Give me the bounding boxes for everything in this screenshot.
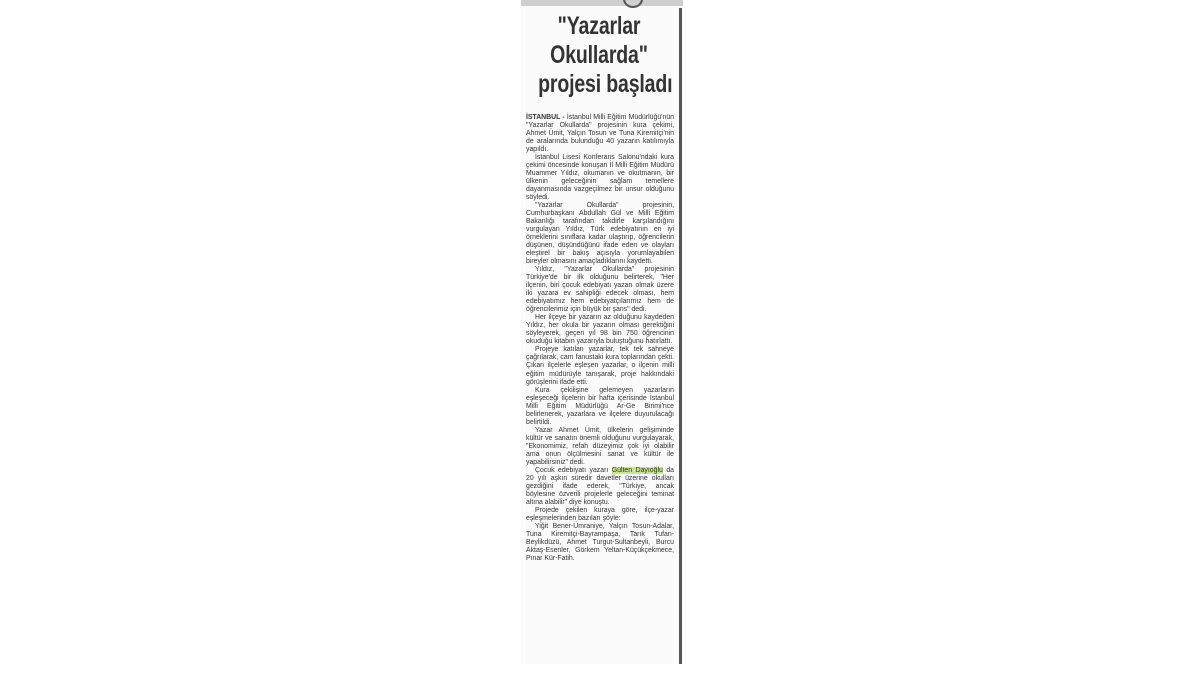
article-paragraph: [526, 467, 674, 507]
headline-line-3: projesi başladı: [538, 70, 673, 98]
newspaper-clipping: [521, 0, 683, 664]
dateline: İSTANBUL -: [526, 114, 565, 121]
article-paragraph: Projede çekilen kuraya göre, ilçe-yazar eşleşmelerinden bazıları şöyle:: [526, 506, 674, 522]
article-paragraph: Her ilçeye bir yazarın az olduğunu kaydeden Yıldız, her okula bir yazarın olması gerektiğini söyleyerek, geçen yıl 98 bin 750 öğrencinin okuduğu kitabın yazarıyla buluştuğunu hatırlattı.: [526, 314, 674, 346]
article-paragraph: Yıldız, "Yazarlar Okullarda" projesinin Türkiye'de bir ilk olduğunu belirterek, "Her ilçenin, biri çocuk edebiyatı yazarı olmak üzere iki yazara ev sahipliği edecek olması, hem edebiyatımız hem edebiyatçılarımız hem de öğrencilerimiz için büyük bir şans" dedi.: [526, 266, 674, 314]
article-paragraph: Kura çekilişine gelemeyen yazarların eşleşeceği ilçelerin bir hafta içerisinde İstanbul Milli Eğitim Müdürlüğü Ar-Ge Birimi'nce belirlenerek, yazarlara ve ilçelere duyurulacağı belirtildi.: [526, 386, 674, 426]
paragraph-text: İstanbul Milli Eğitim Müdürlüğü'nün "Yazarlar Okullarda" projesinin kura çekimi, Ahmet Ümit, Yalçın Tosun ve Tuna Kiremitçi'nin de aralarında bulunduğu 40 yazarın katılımıyla yapıldı.: [526, 114, 674, 154]
article-paragraph: [526, 114, 674, 154]
headline-line-1: "Yazarlar: [557, 12, 641, 40]
article-paragraph: Yiğit Bener-Ümraniye, Yalçın Tosun-Adalar, Tuna Kiremitçi-Bayrampaşa, Tarık Tufan-Beylikdüzü, Ahmet Turgut-Sultanbeyli, Burcu Aktaş-Esenler, Görkem Yeltan-Küçükçekmece, Pınar Kür-Fatih.: [526, 522, 674, 562]
column-rule: [679, 8, 682, 664]
clipping-top-edge: [521, 0, 683, 6]
article-paragraph: Projeye katılan yazarlar, tek tek sahneye çağrılarak, cam fanustaki kura toplarından çekti. Çıkan ilçelerle eşleşen yazarlar, o ilçenin milli eğitim müdürüyle tanışarak, proje hakkındaki görüşlerini ifade etti.: [526, 346, 674, 386]
article-headline: [538, 12, 673, 99]
article-paragraph: İstanbul Lisesi Konferans Salonu'ndaki kura çekimi öncesinde konuşan İl Milli Eğitim Müdürü Muammer Yıldız, okumanın ve okutmanın, bir ülkenin geleceğinin sağlam temellere dayanmasında vazgeçilmez bir unsur olduğunu söyledi.: [526, 154, 674, 202]
paragraph-text: da 20 yılı aşkın süredir davetler üzerine okulları gezdiğini ifade ederek, "Türkiye, ancak böylesine özverili projelerle geleceğini teminat altına alabilir" diye konuştu.: [526, 466, 674, 506]
article-paragraph: "Yazarlar Okullarda" projesinin, Cumhurbaşkanı Abdullah Gül ve Milli Eğitim Bakanlığı tarafından takdirle karşılandığını vurgulayan Yıldız, Türk edebiyatının en iyi örneklerini sınıflara kadar ulaştırıp, öğrencilerin düşünen, düşündüğünü ifade eden ve olayları eleştirel bir bakış açısıyla yorumlayabilen bireyler olmasını amaçladıklarını kaydetti.: [526, 202, 674, 266]
headline-line-2: Okullarda": [550, 41, 648, 69]
article-body: [526, 114, 674, 563]
paragraph-text: Çocuk edebiyatı yazarı: [535, 466, 612, 474]
partial-logo-mark: [623, 0, 643, 8]
article-paragraph: Yazar Ahmet Ümit, ülkelerin gelişiminde kültür ve sanatın önemli olduğunu vurgulayarak, "Ekonomimiz, refah düzeyimiz çok iyi olabilir ama onun ölçülmesini sanat ve kültür ile yapabilirsiniz" dedi.: [526, 426, 674, 466]
highlighted-name: Gülten Dayıoğlu: [611, 466, 663, 474]
